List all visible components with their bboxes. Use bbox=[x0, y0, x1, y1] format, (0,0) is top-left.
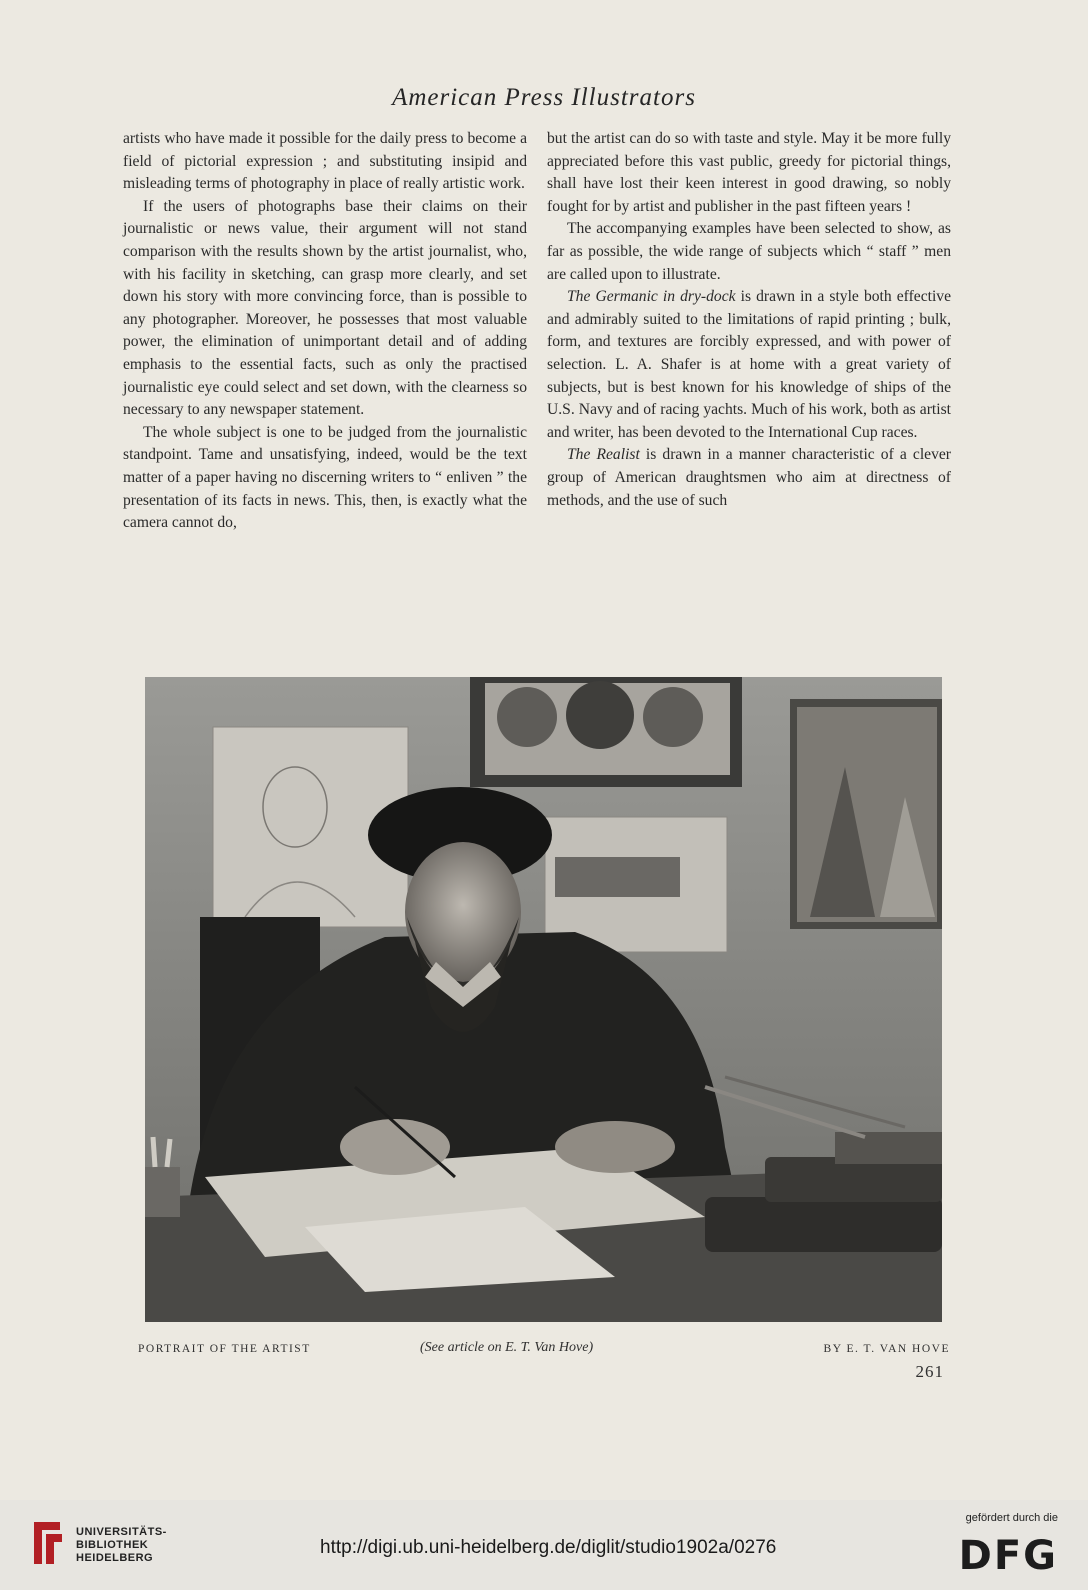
source-url[interactable]: http://digi.ub.uni-heidelberg.de/diglit/studio1902a/0276 bbox=[320, 1537, 777, 1558]
paragraph bbox=[547, 286, 951, 444]
paragraph: artists who have made it possible for the daily press to become a field of pictorial expression ; and substituting insipid and misleading terms of photography in place of really artistic work. bbox=[123, 130, 527, 193]
paragraph: The whole subject is one to be judged from the journalistic standpoint. Tame and unsatisfying, indeed, would be the text matter of a paper having no discerning writers to “ enliven ” the presentation of its facts in news. This, then, is exactly what the camera cannot do, bbox=[123, 423, 527, 532]
illustration-title: The Germanic in dry-dock bbox=[567, 288, 736, 306]
illustration-title: The Realist bbox=[567, 446, 640, 464]
running-head: American Press Illustrators bbox=[392, 84, 696, 111]
digitization-footer bbox=[0, 1500, 1088, 1590]
paragraph: but the artist can do so with taste and style. May it be more fully appreciated before this vast public, greedy for pictorial things, shall have lost their keen interest in good drawing, so nobly fought for by artist and publisher in the past fifteen years ! bbox=[547, 130, 951, 215]
dfg-logo: DFG bbox=[958, 1533, 1058, 1579]
paragraph bbox=[547, 444, 951, 512]
page-number: 261 bbox=[915, 1362, 944, 1381]
caption-reference: (See article on E. T. Van Hove) bbox=[420, 1340, 594, 1355]
caption-credit: BY E. T. VAN HOVE bbox=[823, 1343, 950, 1355]
left-column bbox=[123, 128, 527, 535]
library-name: UNIVERSITÄTS- BIBLIOTHEK HEIDELBERG bbox=[76, 1526, 167, 1564]
paragraph: If the users of photographs base their claims on their journalistic or news value, their argument will not stand comparison with the results shown by the artist journalist, who, with his facility in sketching, can grasp more clearly, and set down his story with more convincing force, than is possible to any photographer. Moreover, he possesses that most valuable power, the elimination of unimportant detail and of adding emphasis to the essential facts, such as only the practised journalistic eye could select and set down, with the clearness so necessary to any newspaper statement. bbox=[123, 197, 527, 419]
paragraph-text: is drawn in a style both effective and admirably suited to the limitations of rapid printing ; bulk, form, and textures are forcibly expressed, and with power of selection. L. A. Shafer is at home with a great variety of subjects, but is best known for his knowledge of ships of the U.S. Navy and of racing yachts. Much of his work, both as artist and writer, has been devoted to the International Cup races. bbox=[547, 288, 951, 441]
figure-caption bbox=[138, 1340, 950, 1360]
right-column bbox=[547, 128, 951, 512]
portrait-illustration bbox=[145, 677, 942, 1322]
funding-note: gefördert durch die bbox=[965, 1512, 1058, 1524]
caption-title: PORTRAIT OF THE ARTIST bbox=[138, 1343, 311, 1355]
paragraph: The accompanying examples have been selected to show, as far as possible, the wide range of subjects which “ staff ” men are called upon to illustrate. bbox=[547, 220, 951, 283]
paragraph-text: is drawn in a manner characteristic of a clever group of American draughtsmen who aim at directness of methods, and the use of such bbox=[547, 446, 951, 509]
portrait-photo bbox=[145, 677, 942, 1322]
library-logo-icon bbox=[30, 1518, 66, 1568]
